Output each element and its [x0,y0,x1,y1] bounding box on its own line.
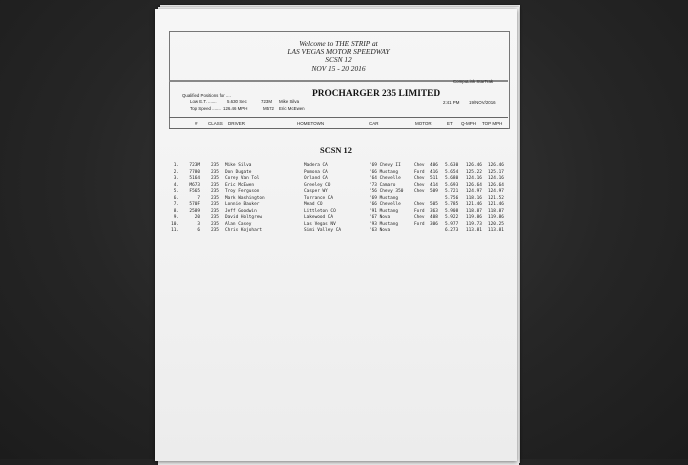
results-sheet [155,9,517,461]
cell-et: 5.908 [445,208,459,214]
event-title: PROCHARGER 235 LIMITED [312,89,441,99]
col-header-driver: DRIVER [228,121,246,126]
low-et-driver: Mike Silva [279,99,300,104]
cell-make: Chev [414,215,425,221]
top-speed-value: 126.46 MPH [223,106,248,111]
cell-class: 235 [211,215,219,221]
col-header-car: CAR [369,121,379,126]
cell-top-mph: 126.46 [488,163,504,168]
cell-hometown: Casper WY [304,189,328,195]
cell-position: 5. [173,189,179,195]
series-name: SCSN 12 [325,55,352,65]
cell-top-mph: 124.16 [488,176,504,182]
cell-driver: Jeff Goodwin [225,208,257,214]
cell-car: '64 Chevelle [369,176,401,182]
print-time: 2:41 PM [443,100,460,105]
cell-make: Ford [414,208,425,214]
cell-car-number: 723M [189,163,200,168]
cell-top-mph: 119.86 [488,215,504,221]
cell-q-mph: 124.97 [466,189,482,195]
cell-driver: Mark Washington [225,195,265,201]
cell-car-number: 6 [197,228,200,234]
cell-top-mph: 124.97 [488,189,504,195]
cell-q-mph: 126.46 [466,163,482,168]
cell-car-number: M673 [189,182,200,188]
cell-top-mph: 125.17 [488,169,504,175]
cell-driver: Lonnie Bauker [225,202,260,208]
cell-engine-cid: 509 [430,189,438,195]
cell-et: 5.756 [445,195,459,201]
cell-hometown: Littleton CO [304,208,336,214]
cell-hometown: Simi Valley CA [304,228,342,234]
cell-et: 6.273 [445,228,459,234]
cell-top-mph: 121.46 [488,202,504,208]
cell-top-mph: 126.64 [488,182,504,188]
cell-driver: Alan Casey [225,221,252,227]
low-et-label: Low E.T. ....... [190,99,217,104]
cell-q-mph: 118.87 [466,208,482,214]
cell-engine-cid: 408 [430,215,438,221]
cell-et: 5.680 [445,176,459,182]
cell-position: 3. [173,176,179,182]
cell-et: 5.654 [445,169,459,175]
cell-class: 235 [211,195,219,201]
cell-position: 10. [171,221,179,227]
cell-driver: David Holtgrew [225,215,263,221]
cell-q-mph: 119.86 [466,215,482,221]
cell-q-mph: 126.64 [466,182,482,188]
column-header-top-rule [169,117,508,118]
col-header-hometown: HOMETOWN [297,121,325,126]
cell-hometown: Pomona CA [304,169,328,175]
cell-car: '93 Mustang [369,221,399,227]
cell-car: '69 Mustang [369,195,399,201]
cell-make: Chev [414,189,425,195]
cell-engine-cid: 363 [430,208,438,214]
cell-make: Chev [414,182,425,188]
cell-engine-cid: 306 [430,221,438,227]
col-header-top-mph: TOP MPH [482,121,503,126]
cell-et: 5.721 [445,189,459,195]
cell-hometown: Madera CA [304,163,328,168]
cell-engine-cid: 416 [430,169,438,175]
welcome-block [169,40,508,73]
cell-driver: Mike Silva [225,163,252,168]
low-et-car: 723M [261,99,272,104]
print-date: 19/NOV/2016 [469,100,496,105]
cell-car-number: 2589 [189,208,200,214]
cell-class: 235 [211,169,219,175]
cell-driver: Corey Van Tol [225,176,260,182]
cell-engine-cid: 406 [430,163,438,168]
cell-car-number: F565 [189,189,200,195]
cell-car: '69 Chevy II [369,163,401,168]
software-label: CompuLink StarTrak [453,79,494,84]
cell-class: 235 [211,221,219,227]
results-table [155,163,517,235]
cell-car: '91 Mustang [369,208,399,214]
low-et-value: 5.630 Sec [227,99,247,104]
cell-et: 5.630 [445,163,459,168]
cell-car: '56 Chevy 350 [369,189,404,195]
cell-car: '66 Chevelle [369,202,401,208]
welcome-line: Welcome to THE STRIP at [299,39,378,48]
cell-hometown: Las Vegas NV [304,221,336,227]
cell-make: Ford [414,169,425,175]
col-header-motor: MOTOR [415,121,432,126]
section-title: SCSN 12 [320,146,352,155]
cell-q-mph: 113.81 [466,228,482,234]
cell-position: 4. [173,182,179,188]
cell-q-mph: 119.73 [466,221,482,227]
cell-hometown: Mead CO [304,202,323,208]
cell-top-mph: 113.81 [488,228,504,234]
cell-class: 235 [211,163,219,168]
cell-hometown: Torrance CA [304,195,334,201]
col-header-class: CLASS [208,121,223,126]
cell-engine-cid: 414 [430,182,438,188]
cell-class: 235 [211,189,219,195]
cell-make: Ford [414,221,425,227]
cell-position: 1. [173,163,179,168]
cell-position: 2. [173,169,179,175]
cell-position: 6. [173,195,179,201]
cell-position: 9. [173,215,179,221]
cell-position: 11. [171,228,179,234]
track-name: LAS VEGAS MOTOR SPEEDWAY [287,47,390,57]
cell-q-mph: 124.16 [466,176,482,182]
cell-class: 235 [211,182,219,188]
cell-driver: Chris Kojohart [225,228,263,234]
qualified-label: Qualified Positions for .... [182,93,231,98]
cell-et: 5.693 [445,182,459,188]
cell-engine-cid: 505 [430,202,438,208]
cell-car-number: 7 [197,195,200,201]
cell-hometown: Orland CA [304,176,328,182]
top-speed-label: Top Speed ....... [190,106,221,111]
col-header-position: # [195,121,198,126]
cell-class: 235 [211,228,219,234]
cell-et: 5.922 [445,215,459,221]
col-header-q-mph: Q-MPH [461,121,476,126]
cell-driver: Don Dugate [225,169,252,175]
cell-car-number: 20 [194,215,200,221]
cell-class: 235 [211,202,219,208]
cell-car: '73 Camaro [369,182,396,188]
cell-class: 235 [211,208,219,214]
cell-top-mph: 121.52 [488,195,504,201]
top-speed-driver: Eric McEwen [279,106,305,111]
event-dates: NOV 15 - 20 2016 [311,63,366,73]
cell-car: '63 Nova [369,228,391,234]
cell-position: 7. [173,202,179,208]
cell-engine-cid: 511 [430,176,438,182]
cell-car-number: 5164 [189,176,200,182]
cell-driver: Troy Ferguson [225,189,260,195]
cell-car-number: 7780 [189,169,200,175]
cell-car: '66 Mustang [369,169,399,175]
cell-class: 235 [211,176,219,182]
cell-car-number: 3 [197,221,200,227]
cell-et: 5.977 [445,221,459,227]
cell-make: Chev [414,163,425,168]
cell-q-mph: 121.46 [466,202,482,208]
cell-position: 8. [173,208,179,214]
cell-q-mph: 118.16 [466,195,482,201]
cell-make: Chev [414,202,425,208]
top-speed-car: M572 [263,106,274,111]
cell-et: 5.785 [445,202,459,208]
cell-top-mph: 118.87 [488,208,504,214]
cell-car-number: 570F [189,202,200,208]
column-header-bottom-rule [169,128,508,129]
cell-make: Chev [414,176,425,182]
col-header-et: ET [447,121,453,126]
cell-car: '67 Nova [369,215,391,221]
cell-q-mph: 125.22 [466,169,482,175]
cell-top-mph: 120.25 [488,221,504,227]
table-row [155,228,517,235]
cell-hometown: Greeley CO [304,182,331,188]
results-rows [155,163,517,235]
cell-driver: Eric McEwen [225,182,255,188]
cell-hometown: Lakewood CA [304,215,334,221]
